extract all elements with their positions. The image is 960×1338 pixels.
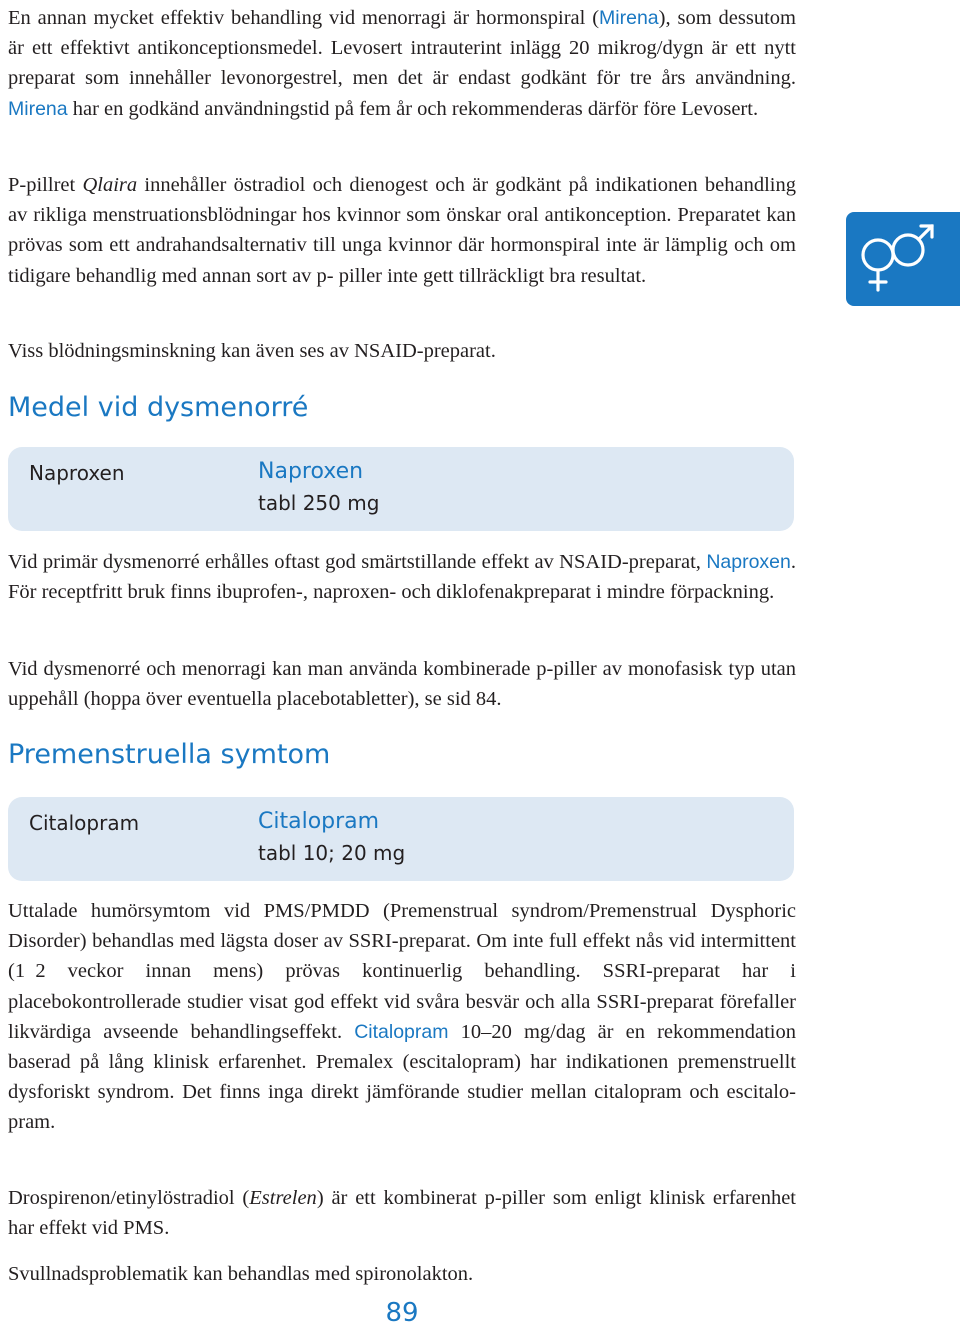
section-heading-premenstruella: Premenstruella symtom bbox=[8, 739, 331, 770]
drug-box-citalopram bbox=[8, 797, 794, 881]
drug-generic-name: Naproxen bbox=[29, 461, 125, 485]
gender-section-tab bbox=[846, 212, 960, 306]
drug-link-citalopram: Citalopram bbox=[354, 1020, 449, 1043]
drug-dose: tabl 250 mg bbox=[258, 491, 380, 515]
paragraph-nsaid: Viss blödningsminskning kan även ses av NSAID-preparat. bbox=[8, 340, 496, 362]
drug-generic-name: Citalopram bbox=[29, 811, 140, 835]
drug-dose: tabl 10; 20 mg bbox=[258, 841, 406, 865]
drug-name-qlaira: Qlaira bbox=[82, 174, 138, 196]
drug-link-mirena: Mirena bbox=[8, 97, 68, 120]
drug-link-mirena: Mirena bbox=[599, 7, 659, 29]
paragraph-menorragi-spiral: En annan mycket effektiv behandling vid menorragi är hormonspiral (Mirena), som dessutom är ett effektivt antikonceptionsmedel. Levosert intrauterint inlägg 20 mikrog/dygn är ett nytt preparat som innehåller levonorgestrel, men det är endast godkänt för tre års användning. Mirena har en godkänd användningstid på fem år och rekommenderas därför före Levosert. bbox=[8, 7, 796, 120]
drug-box-naproxen bbox=[8, 447, 794, 531]
paragraph-pms-pmdd: Uttalade humörsymtom vid PMS/PMDD (Premenstrual syndrom/Premenstrual Dysphoric Disorder) behandlas med lägsta doser av SSRI-preparat. Om inte full effekt nås vid intermittent (1 2 veckor innan mens) prövas kontinuerlig behandling. SSRI-preparat har i placebokontrollerade studier visat god effekt vid svåra besvär och alla SSRI-preparat förefaller likvärdiga avseende behandlingseffekt. Citalopram 10–20 mg/dag är en rekommendation baserad på lång klinisk erfarenhet. Premalex (escitalopram) har indikationen premenstruellt dysforiskt syndrom. Det finns inga direkt jämförande studier mellan citalopram och escitalopram. bbox=[8, 900, 796, 1134]
paragraph-estrelen: Drospirenon/etinylöstradiol (Estrelen) är ett kombinerat p-piller som enligt klinisk erfarenhet har effekt vid PMS. bbox=[8, 1187, 796, 1240]
section-heading-dysmenorre: Medel vid dysmenorré bbox=[8, 392, 309, 423]
drug-brand-name: Citalopram bbox=[258, 809, 380, 834]
paragraph-qlaira: P-pillret Qlaira innehåller östradiol och dienogest och är godkänt på indikationen behandling av rikliga menstruationsblödningar hos kvinnor som önskar oral antikonception. Preparatet kan prövas som ett andrahandsalternativ till unga kvinnor där hormonspiral inte är lämplig och om tidigare behandlig med annan sort av p- piller inte gett tillräckligt bra resultat. bbox=[8, 174, 796, 287]
drug-name-estrelen: Estrelen bbox=[249, 1187, 317, 1209]
female-male-symbol-icon bbox=[846, 212, 960, 306]
paragraph-kombinerade-p-piller: Vid dysmenorré och menorragi kan man använda kombinerade p-piller av monofasisk typ utan uppehåll (hoppa över eventuella placebotabletter), se sid 84. bbox=[8, 658, 796, 711]
drug-link-naproxen: Naproxen bbox=[706, 551, 791, 573]
paragraph-primar-dysmenorre: Vid primär dysmenorré erhålles oftast god smärtstillande effekt av NSAID-preparat, Naproxen. För receptfritt bruk finns ibuprofen-, naproxen- och diklofenakpreparat i mindre förpackning. bbox=[8, 551, 796, 604]
paragraph-spironolakton: Svullnadsproblematik kan behandlas med spironolakton. bbox=[8, 1263, 474, 1285]
page-number: 89 bbox=[385, 1298, 419, 1328]
drug-brand-name: Naproxen bbox=[258, 459, 364, 484]
